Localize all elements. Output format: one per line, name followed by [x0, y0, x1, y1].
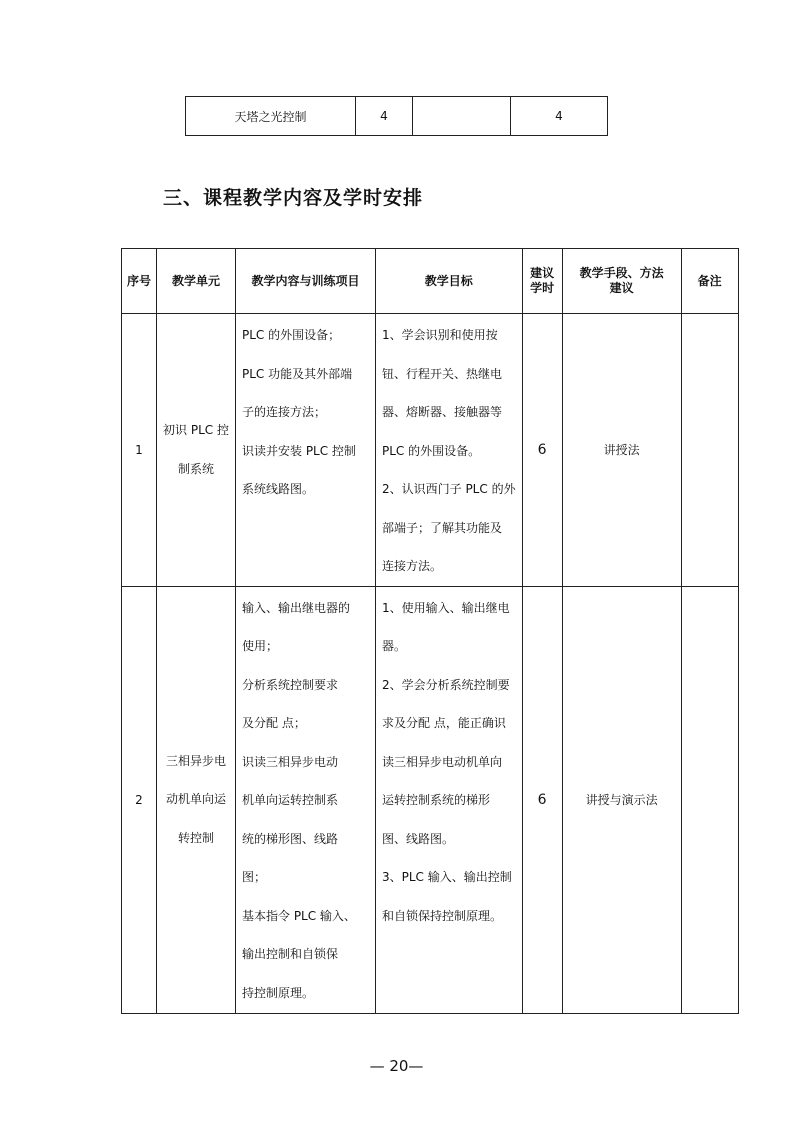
unit-line: 动机单向运	[165, 792, 226, 807]
content-line: 子的连接方法；	[242, 405, 327, 419]
row-content	[236, 586, 376, 1013]
goal-line: 读三相异步电动机单向	[382, 754, 503, 769]
table-row	[122, 586, 739, 1013]
previous-table-continuation	[185, 96, 608, 136]
goal-line: 部端子；了解其功能及	[382, 520, 503, 535]
content-line: 图；	[242, 870, 267, 884]
page-number: — 20—	[369, 1057, 424, 1075]
row-goals	[376, 314, 523, 587]
goal-line: 器。	[382, 639, 407, 653]
hours-cell: 4	[356, 97, 413, 136]
unit-line: 初识 PLC 控	[163, 423, 229, 438]
goal-line: 图、线路图。	[382, 831, 455, 846]
project-name-cell: 天塔之光控制	[186, 97, 356, 136]
row-goals	[376, 586, 523, 1013]
hours-total-cell: 4	[511, 97, 608, 136]
header-method: 教学手段、方法建议	[562, 249, 681, 314]
course-content-table	[121, 248, 739, 1014]
goal-line: 钮、行程开关、热继电	[382, 366, 503, 381]
row-unit	[157, 586, 236, 1013]
content-line: 分析系统控制要求	[242, 677, 339, 692]
row-unit	[157, 314, 236, 587]
row-method: 讲授与演示法	[562, 586, 681, 1013]
content-line: 及分配 点；	[242, 716, 306, 730]
goal-line: 器、熔断器、接触器等	[382, 405, 503, 419]
content-line: 基本指令 PLC 输入、	[242, 908, 356, 923]
content-line: PLC 功能及其外部端	[242, 366, 353, 381]
row-hours: 6	[522, 586, 562, 1013]
header-hours: 建议学时	[522, 249, 562, 314]
goal-line: 运转控制系统的梯形	[382, 793, 491, 807]
unit-line: 制系统	[177, 461, 214, 476]
header-index: 序号	[122, 249, 157, 314]
goal-line: 2、学会分析系统控制要	[382, 677, 510, 692]
content-line: 机单向运转控制系	[242, 793, 339, 807]
row-notes	[681, 314, 738, 587]
content-line: 识读并安装 PLC 控制	[242, 443, 356, 458]
header-notes: 备注	[681, 249, 738, 314]
content-line: 统的梯形图、线路	[242, 831, 339, 846]
goal-line: 1、使用输入、输出继电	[382, 600, 510, 615]
content-line: 输出控制和自锁保	[242, 947, 339, 961]
row-content	[236, 314, 376, 587]
content-line: 持控制原理。	[242, 985, 315, 1000]
section-heading: 三、课程教学内容及学时安排	[163, 187, 424, 209]
row-method: 讲授法	[562, 314, 681, 587]
goal-line: 和自锁保持控制原理。	[382, 908, 503, 923]
unit-line: 转控制	[177, 830, 214, 845]
content-line: 使用；	[242, 639, 279, 653]
table-row	[122, 314, 739, 587]
goal-line: 3、PLC 输入、输出控制	[382, 870, 512, 884]
unit-line: 三相异步电	[165, 753, 226, 768]
empty-cell	[413, 97, 511, 136]
content-line: 识读三相异步电动	[242, 754, 339, 769]
content-line: 输入、输出继电器的	[242, 600, 351, 615]
header-unit: 教学单元	[157, 249, 236, 314]
table-row	[186, 97, 608, 136]
content-line: 系统线路图。	[242, 482, 315, 496]
goal-line: 2、认识西门子 PLC 的外	[382, 482, 516, 496]
content-line: PLC 的外围设备；	[242, 328, 341, 342]
header-content: 教学内容与训练项目	[236, 249, 376, 314]
row-index: 2	[122, 586, 157, 1013]
goal-line: 求及分配 点，能正确识	[382, 716, 506, 730]
row-index: 1	[122, 314, 157, 587]
row-hours: 6	[522, 314, 562, 587]
row-notes	[681, 586, 738, 1013]
table-header-row	[122, 249, 739, 314]
goal-line: 1、学会识别和使用按	[382, 328, 498, 342]
header-goals: 教学目标	[376, 249, 523, 314]
goal-line: PLC 的外围设备。	[382, 443, 481, 458]
goal-line: 连接方法。	[382, 559, 443, 573]
